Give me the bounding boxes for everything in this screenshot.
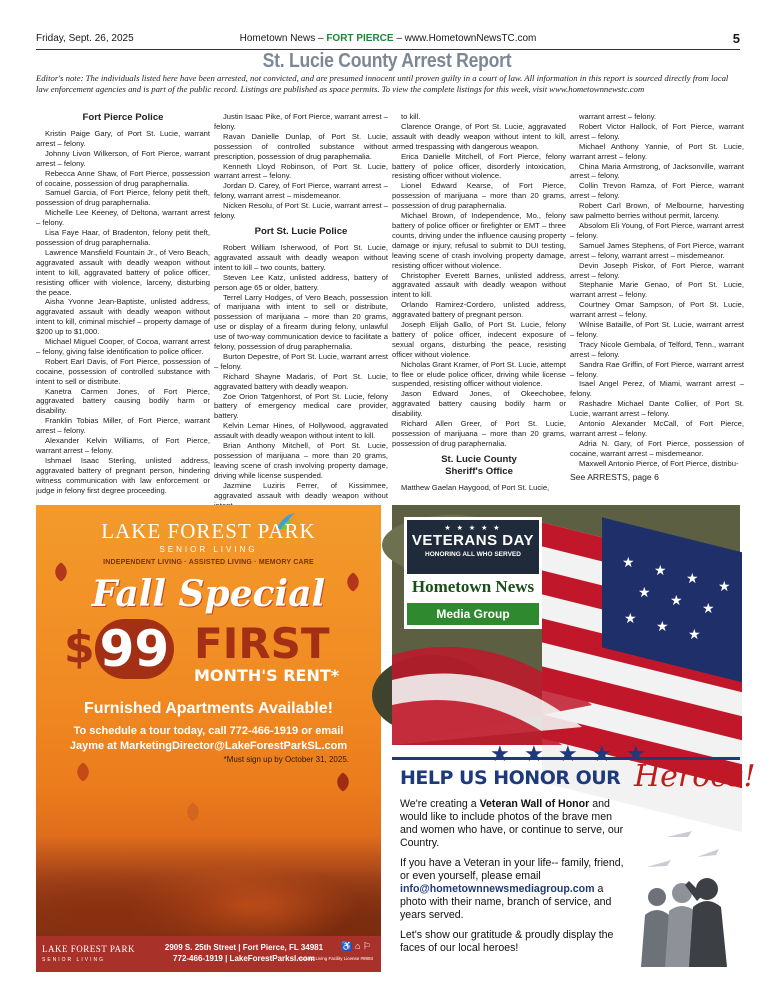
- arrest-entry: Ishmael Isaac Sterling, unlisted address, aggravated battery of pregnant person, hindering witness communication with law enforcement or judge in felony first degree proceeding.: [36, 455, 210, 495]
- price-symbol: $: [64, 622, 95, 673]
- accessibility-icon: ♿ ⌂ ⚐: [341, 941, 371, 951]
- leaf-icon: [73, 762, 93, 782]
- lake-forest-park-ad[interactable]: [36, 505, 381, 972]
- publication-suffix: – www.HometownNewsTC.com: [393, 33, 537, 44]
- arrest-entry: Antonio Alexander McCall, of Fort Pierce, warrant arrest – felony.: [570, 419, 744, 438]
- footer-brand: LAKE FOREST PARK: [42, 944, 136, 954]
- brand-tagline: SENIOR LIVING: [159, 545, 258, 554]
- p2-post: a photo with their name, branch of service, and years served.: [400, 883, 612, 921]
- arrest-entry: Samuel Garcia, of Fort Pierce, felony petit theft, possession of drug paraphernalia.: [36, 188, 210, 208]
- column-2: [214, 112, 388, 510]
- price-block: [64, 618, 174, 679]
- arrest-entry: Tracy Nicole Gembala, of Telford, Tenn., warrant arrest – felony.: [570, 339, 744, 359]
- veterans-day-title-box: [407, 520, 539, 574]
- leaf-icon: [333, 772, 353, 792]
- arrest-entry: Nicholas Grant Kramer, of Port St. Lucie, attempt to flee or elude police officer, driving while license suspended, resisting officer without violence.: [392, 359, 566, 389]
- arrest-entry: Matthew Gaelan Haygood, of Port St. Lucie,: [401, 482, 550, 492]
- leaf-icon: [183, 802, 203, 822]
- arrest-list-3b: [392, 483, 566, 493]
- arrest-entry: Collin Trevon Ramza, of Fort Pierce, warrant arrest – felony.: [570, 181, 744, 201]
- help-honor-heading: HELP US HONOR OUR: [400, 767, 621, 789]
- media-group-label: Media Group: [407, 603, 539, 625]
- hometown-news-logo: Hometown News: [411, 577, 535, 596]
- arrest-entry: Samuel James Stephens, of Fort Pierce, warrant arrest – felony, warrant arrest – misdemeanor.: [570, 240, 744, 260]
- arrest-entry: Michael Brown, of Independence, Mo., felony battery of police officer or firefighter or EMT – three counts, driving under the influence causing property damage or injury, refusal to submit to DUI testing, leaving scene of crash involving property damage, resisting officer without violence.: [392, 211, 566, 270]
- svg-text:★: ★: [702, 601, 715, 617]
- editor-note: Editor's note: The individuals listed here have been arrested, not convicted, and are presumed innocent until proven guilty in a court of law. All information in this report is sourced directly from local law enforcement agencies and is part of the public record. Listings are published as space permits. To view the complete listings for this week, visit www.hometownnewstc.com: [36, 73, 729, 94]
- arrest-entry: Courtney Omar Sampson, of Port St. Lucie, warrant arrest – felony.: [570, 300, 744, 320]
- arrest-list-2b: [214, 243, 388, 510]
- arrest-entry: Terrel Larry Hodges, of Vero Beach, possession of marijuana with intent to sell or distribute, possession of marijuana – more than 20 grams, use or display of a firearm during felony, unlawful use of two-way communication device to facilitate a felony, possession of drug paraphernalia.: [214, 292, 388, 352]
- signup-deadline: *Must sign up by October 31, 2025.: [223, 755, 349, 764]
- svg-text:★: ★: [524, 742, 544, 767]
- tour-info: [36, 724, 381, 754]
- arrest-entry: Lawrence Mansfield Fountain Jr., of Vero Beach, aggravated assault with deadly weapon without intent to kill, aggravated battery of police officer, resisting officer with violence, larceny, disturbing the peace.: [36, 247, 210, 297]
- arrest-list-4: [570, 112, 744, 469]
- tour-line-2[interactable]: Jayme at MarketingDirector@LakeForestParkSL.com: [69, 740, 348, 752]
- svg-text:★: ★: [686, 571, 699, 587]
- continued-link[interactable]: See ARRESTS, page 6: [570, 471, 659, 482]
- arrest-entry: Michael Miguel Cooper, of Cocoa, warrant arrest – felony, giving false identification to police officer.: [36, 337, 210, 356]
- arrest-entry: Burton Depestre, of Port St. Lucie, warrant arrest – felony.: [214, 351, 388, 371]
- veterans-day-ad[interactable]: [392, 505, 756, 972]
- heroes-script: Heroes!: [634, 759, 756, 794]
- arrest-entry: Stephanie Marie Genao, of Port St. Lucie, warrant arrest – felony.: [570, 280, 744, 300]
- care-levels: INDEPENDENT LIVING · ASSISTED LIVING · MEMORY CARE: [103, 559, 314, 566]
- submit-photo-paragraph: [400, 857, 628, 922]
- column-4: [570, 112, 744, 483]
- p2-pre: If you have a Veteran in your life-- family, friend, or even yourself, please email: [400, 857, 624, 882]
- arrest-entry: Franklin Tobias Miller, of Fort Pierce, warrant arrest – felony.: [36, 416, 210, 436]
- arrest-list-2a: [214, 112, 388, 221]
- arrest-entry: Clarence Orange, of Port St. Lucie, aggravated assault with deadly weapon without intent to kill, armed trespassing with dangerous weapon.: [392, 121, 566, 151]
- p1-pre: We're creating a: [400, 798, 480, 810]
- arrest-entry: Robert Earl Davis, of Fort Pierce, possession of cocaine, possession of controlled substance with intent to sell or distribute.: [36, 356, 210, 386]
- svg-text:★: ★: [638, 585, 651, 601]
- ad-footer: [36, 936, 381, 972]
- svg-text:★: ★: [622, 555, 635, 571]
- svg-text:★: ★: [626, 742, 646, 767]
- page-number: 5: [732, 31, 740, 46]
- first-label: FIRST: [194, 619, 330, 668]
- arrest-entry: Ravan Danielle Dunlap, of Port St. Lucie, possession of controlled substance without prescription, possession of drug paraphernalia.: [214, 131, 388, 161]
- arrest-entry: Orlando Ramirez-Cordero, unlisted address, aggravated battery of pregnant person.: [392, 300, 566, 320]
- gratitude-paragraph: Let's show our gratitude & proudly display the faces of our local heroes!: [400, 929, 614, 954]
- arrest-entry: Richard Shayne Madaris, of Port St. Lucie, aggravated battery with deadly weapon.: [214, 371, 388, 391]
- arrest-entry: Johnny Livon Wilkerson, of Fort Pierce, warrant arrest – felony.: [36, 148, 210, 168]
- arrest-entry: Steven Lee Katz, unlisted address, battery of person age 65 or older, battery.: [214, 272, 388, 292]
- arrest-entry: Kelvin Lemar Hines, of Hollywood, aggravated assault with deadly weapon without intent to kill.: [214, 421, 388, 441]
- arrest-entry: Joseph Elijah Gallo, of Port St. Lucie, felony battery of police officer, indecent exposure of sexual organs, disturbing the peace, resisting officer without violence.: [392, 320, 566, 359]
- svg-text:★: ★: [670, 593, 683, 609]
- report-title: St. Lucie County Arrest Report: [262, 50, 512, 72]
- stars-row: ★ ★ ★ ★ ★: [444, 525, 502, 532]
- arrest-entry: Zoe Orion Tatgenhorst, of Port St. Lucie, felony battery of emergency medical care provider, battery.: [214, 391, 388, 421]
- arrest-entry: Rashadre Michael Dante Collier, of Port St. Lucie, warrant arrest – felony.: [570, 399, 744, 419]
- arrest-entry: Kristin Paige Gary, of Port St. Lucie, warrant arrest – felony.: [36, 129, 210, 148]
- section-heading-sheriff: St. Lucie County Sheriff's Office: [441, 453, 517, 477]
- svg-text:★: ★: [656, 619, 669, 635]
- veterans-day-badge: [404, 517, 542, 629]
- veterans-day-label: VETERANS DAY: [411, 532, 535, 549]
- arrest-entry: Alexander Kelvin Williams, of Fort Pierce, warrant arrest – felony.: [36, 436, 210, 455]
- arrest-entry: to kill.: [401, 112, 421, 121]
- svg-text:★: ★: [688, 627, 701, 643]
- honoring-label: HONORING ALL WHO SERVED: [425, 551, 521, 558]
- footer-tagline: SENIOR LIVING: [42, 957, 105, 963]
- wall-of-honor-paragraph: [400, 798, 628, 850]
- arrest-entry: Adria N. Gary, of Fort Pierce, possession of cocaine, warrant arrest – misdemeanor.: [570, 438, 744, 458]
- arrest-entry: Jazmine Luziris Ferrer, of Kissimmee, aggravated assault with deadly weapon without: [214, 480, 388, 500]
- arrest-entry: Maxwell Antonio Pierce, of Fort Pierce, distribu-: [579, 458, 739, 468]
- arrest-entry: warrant arrest – felony.: [579, 112, 657, 121]
- page-header: [36, 33, 740, 47]
- brand-name: LAKE FOREST PARK: [101, 519, 316, 543]
- arrest-entry: Kenneth Lloyd Robinson, of Port St. Lucie, warrant arrest – felony.: [214, 161, 388, 181]
- p1-post: and would like to include photos of the brave men and women who have, or continue to serve, our Country.: [400, 798, 624, 849]
- footer-phone-web[interactable]: 772-466-1919 | LakeForestParksl.com: [173, 954, 315, 963]
- column-1: [36, 112, 210, 496]
- arrest-entry: Robert Victor Hallock, of Fort Pierce, warrant arrest – felony.: [570, 121, 744, 141]
- section-heading-fort-pierce-police: Fort Pierce Police: [82, 112, 164, 123]
- svg-text:★: ★: [558, 742, 578, 767]
- arrest-entry: Isael Angel Perez, of Miami, warrant arrest – felony.: [570, 379, 744, 399]
- arrest-entry: China Maria Armstrong, of Jacksonville, warrant arrest – felony.: [570, 161, 744, 181]
- license-text: Assisted Living Facility License #9993: [297, 956, 373, 961]
- arrest-entry: Absolom Eli Young, of Fort Pierce, warrant arrest – felony.: [570, 220, 744, 240]
- arrest-entry: Robert William Isherwood, of Port St. Lucie, aggravated assault with deadly weapon without intent to kill – two counts, battery.: [214, 242, 388, 272]
- svg-text:★: ★: [718, 579, 731, 595]
- arrest-entry: Devin Joseph Piskor, of Fort Pierce, warrant arrest – felony.: [570, 260, 744, 280]
- arrest-entry: Wilnise Bataille, of Port St. Lucie, warrant arrest – felony.: [570, 320, 744, 339]
- arrest-entry: Lionel Edward Kearse, of Fort Pierce, possession of marijuana – more than 20 grams, possession of drug paraphernalia.: [392, 181, 566, 211]
- section-heading-port-st-lucie-police: Port St. Lucie Police: [254, 225, 348, 237]
- arrest-entry: Rebecca Anne Shaw, of Fort Pierce, possession of cocaine, possession of drug paraphernalia.: [36, 168, 210, 188]
- arrest-entry: Aisha Yvonne Jean-Baptiste, unlisted address, aggravated assault with deadly weapon without intent to kill, criminal mischief – property damage of $200 up to $1,000.: [36, 297, 210, 337]
- arrest-entry: Michelle Lee Keeney, of Deltona, warrant arrest – felony.: [36, 208, 210, 228]
- wall-of-honor-bold: Veteran Wall of Honor: [479, 798, 590, 810]
- arrest-entry: Richard Allen Greer, of Port St. Lucie, possession of marijuana – more than 20 grams, possession of drug paraphernalia.: [392, 419, 566, 448]
- svg-text:★: ★: [490, 742, 510, 767]
- arrest-entry: Kanetra Carmen Jones, of Fort Pierce, aggravated battery causing bodily harm or disability.: [36, 386, 210, 416]
- month-rent-label: MONTH'S RENT*: [194, 666, 340, 685]
- svg-text:★: ★: [592, 742, 612, 767]
- saluting-soldiers-icon: [627, 827, 732, 967]
- arrest-entry: Robert Carl Brown, of Melbourne, harvesting saw palmetto berries without permit, larceny.: [570, 201, 744, 221]
- arrest-entry: Justin Isaac Pike, of Fort Pierce, warrant arrest – felony.: [214, 112, 388, 131]
- arrest-entry: Sandra Rae Griffin, of Fort Pierce, warrant arrest – felony.: [570, 359, 744, 379]
- arrest-entry: Jordan D. Carey, of Fort Pierce, warrant arrest – felony, warrant arrest – misdemeanor.: [214, 181, 388, 201]
- arrest-entry: Jason Edward Jones, of Okeechobee, aggravated battery causing bodily harm or disability.: [392, 389, 566, 419]
- svg-text:★: ★: [654, 563, 667, 579]
- arrest-entry: Michael Anthony Yannie, of Port St. Lucie, warrant arrest – felony.: [570, 141, 744, 161]
- arrest-entry: Erica Danielle Mitchell, of Fort Pierce, felony battery of police officer, disorderly intoxication, resisting officer without violence.: [392, 151, 566, 181]
- submission-email-link[interactable]: info@hometownnewsmediagroup.com: [400, 883, 595, 895]
- svg-text:★: ★: [624, 611, 637, 627]
- fall-special-headline: Fall Special: [91, 573, 326, 615]
- arrest-list-3a: [392, 112, 566, 449]
- publication-city: FORT PIERCE: [326, 33, 394, 44]
- arrest-entry: Lisa Faye Haar, of Bradenton, felony petit theft, possession of drug paraphernalia.: [36, 228, 210, 247]
- publication-line: [36, 33, 740, 44]
- tour-line-1: To schedule a tour today, call 772-466-1919 or email: [73, 725, 344, 737]
- arrest-entry: Brian Anthony Mitchell, of Port St. Lucie, possession of marijuana – more than 20 grams, leaving scene of crash involving property damage, driving while license suspended.: [214, 441, 388, 480]
- arrest-entry: Nicken Resolu, of Port St. Lucie, warrant arrest – felony.: [214, 201, 388, 221]
- arrest-list-1: [36, 129, 210, 496]
- furnished-apartments: Furnished Apartments Available!: [84, 700, 333, 717]
- issue-date: Friday, Sept. 26, 2025: [36, 33, 134, 44]
- price-value: 99: [95, 619, 175, 679]
- column-3: [392, 112, 566, 493]
- publication-prefix: Hometown News –: [239, 33, 327, 44]
- arrest-entry: Christopher Everett Barnes, unlisted address, aggravated assault with deadly weapon without intent to kill.: [392, 270, 566, 300]
- autumn-leaves-decoration: [36, 836, 381, 936]
- footer-address: 2909 S. 25th Street | Fort Pierce, FL 34981: [164, 943, 324, 952]
